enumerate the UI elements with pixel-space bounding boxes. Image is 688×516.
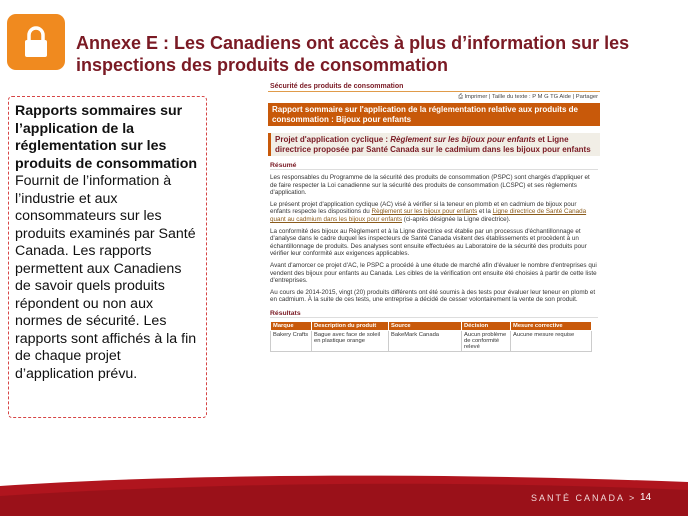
cell-mesure: Aucune mesure requise bbox=[511, 330, 592, 351]
doc-toolbar bbox=[268, 92, 600, 103]
p2-text-a: Le présent projet d'application cyclique (AC) visé à vérifier si la teneur en plomb et en cadmium de bijoux pour enfants respecte les dispositions du bbox=[270, 200, 577, 216]
lock-icon bbox=[23, 26, 49, 58]
doc-paragraph-5: Au cours de 2014-2015, vingt (20) produits différents ont été soumis à des tests pour évaluer leur teneur en plomb et en cadmium. À la suite de ces tests, une entreprise a décidé de cesser volontairement la vente de son produit. bbox=[270, 288, 596, 304]
doc-paragraph-4: Avant d'amorcer ce projet d'AC, le PSPC a procédé à une étude de marché afin d'évaluer le nombre d'entreprises qui vendent des bijoux pour enfants au Canada. Les cibles de la vérification ont ensuite été choisies à partir de cette liste d'entreprises. bbox=[270, 261, 597, 285]
page-number: 14 bbox=[640, 492, 652, 503]
cell-marque: Bakery Crafts bbox=[271, 330, 312, 351]
print-icon: ⎙ bbox=[458, 94, 465, 100]
link-reglement[interactable]: Règlement sur les bijoux pour enfants bbox=[371, 208, 478, 216]
doc-toolbar-text: Imprimer | Taille du texte : P M G TG Aide | Partager bbox=[464, 94, 598, 100]
table-header-row bbox=[271, 321, 592, 330]
footer-band bbox=[0, 466, 688, 516]
cell-description: Bague avec face de soleil en plastique orange bbox=[312, 330, 389, 351]
table-row bbox=[271, 330, 592, 351]
cell-source: BakeMark Canada bbox=[389, 330, 462, 351]
project-suffix: et Ligne directrice proposée par Santé Canada sur le cadmium dans les bijoux pour enfants bbox=[275, 135, 591, 154]
col-description: Description du produit bbox=[312, 321, 389, 330]
doc-paragraph-3: La conformité des bijoux au Règlement et à la Ligne directrice est établie par un processus d'échantillonnage et d'analyse dans le cadre duquel les inspecteurs de Santé Canada visitent des établissements et procèdent à un échantillonnage de produits. Des analyses sont ensuite effectuées au Laboratoire de la sécurité des produits pour vérifier leur conformité aux exigences applicables. bbox=[270, 227, 587, 258]
footer-brand: SANTÉ CANADA > bbox=[531, 493, 637, 503]
project-prefix: Projet d'application cyclique : bbox=[275, 135, 391, 144]
p2-text-c: (ci-après désignée la Ligne directrice). bbox=[401, 215, 511, 223]
doc-project-box bbox=[268, 133, 600, 156]
col-source: Source bbox=[389, 321, 462, 330]
p2-text-b: et la bbox=[477, 208, 493, 216]
info-box-body: Fournit de l’information à l’industrie et aux consommateurs sur les produits examinés par Santé Canada. Les rapports permettent aux Canadiens de savoir quels produits répondent ou non aux normes de sécurité. Les rapports sont affichés à la fin de chaque projet d’application prévu. bbox=[15, 173, 197, 382]
doc-paragraph-2 bbox=[270, 201, 598, 224]
info-box-heading: Rapports sommaires sur l’application de la réglementation sur les produits de consommation bbox=[15, 103, 198, 172]
col-decision: Décision bbox=[462, 321, 511, 330]
link-ligne-directrice[interactable]: Ligne directrice de Santé Canada quant au cadmium dans les bijoux pour enfants bbox=[270, 208, 587, 223]
slide-title: Annexe E : Les Canadiens ont accès à plus d’information sur les inspections des produits de consommation bbox=[76, 33, 630, 75]
doc-results-heading: Résultats bbox=[270, 310, 598, 318]
cell-decision: Aucun problème de conformité relevé bbox=[462, 330, 511, 351]
doc-section-title: Sécurité des produits de consommation bbox=[268, 82, 600, 92]
col-marque: Marque bbox=[271, 321, 312, 330]
doc-paragraph-1: Les responsables du Programme de la sécurité des produits de consommation (PSPC) sont chargés d'appliquer et de faire respecter la Loi canadienne sur la sécurité des produits de consommation (LCSPC) et ses règlements d'application. bbox=[270, 174, 590, 197]
project-italic: Règlement sur les bijoux pour enfants bbox=[390, 135, 536, 144]
info-box bbox=[8, 96, 207, 418]
report-screenshot bbox=[268, 82, 600, 454]
doc-banner: Rapport sommaire sur l'application de la réglementation relative aux produits de consommation : Bijoux pour enfants bbox=[268, 103, 600, 126]
col-mesure: Mesure corrective bbox=[511, 321, 592, 330]
results-table bbox=[270, 321, 592, 352]
lock-tile bbox=[7, 14, 65, 70]
doc-resume-heading: Résumé bbox=[270, 162, 598, 170]
